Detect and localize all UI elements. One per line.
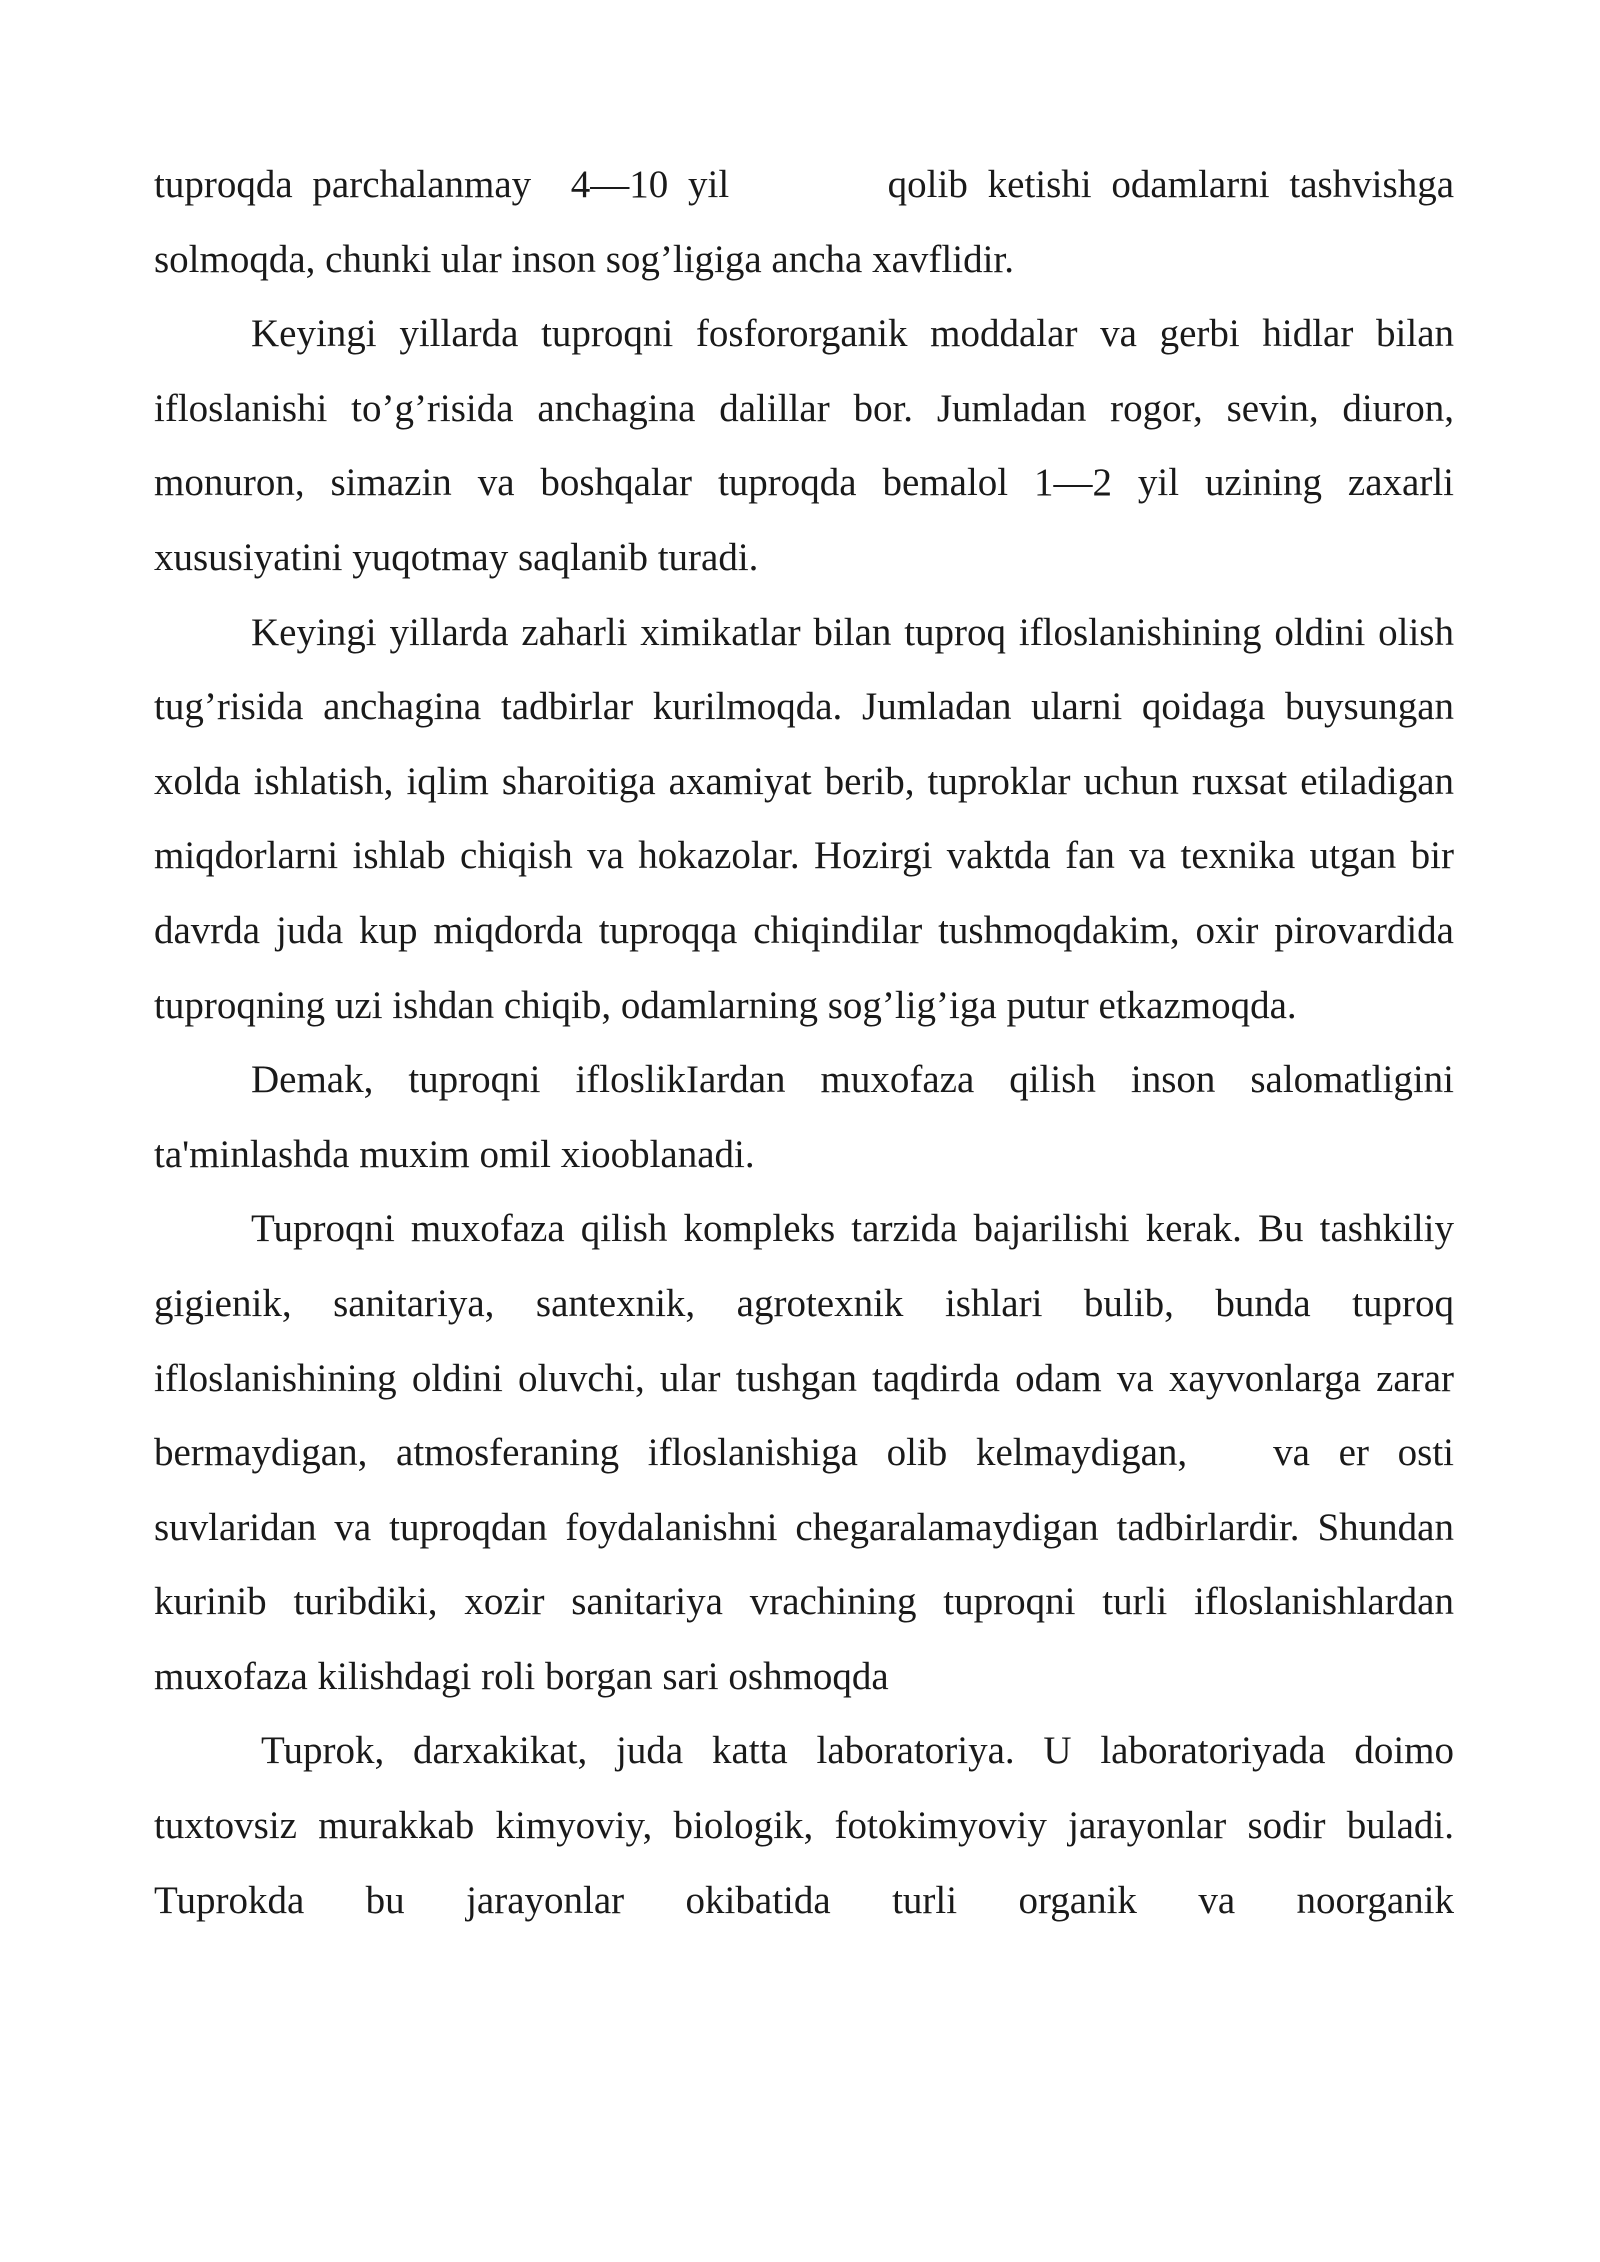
document-page [154,148,1464,1938]
paragraph-organophosphorus: Keyingi yillarda tuproqni fosfororganik moddalar va gerbi hidlar bilan ifloslanishi to’g’risida anchagina dalillar bor. Jumladan rogor, sevin, diuron, monuron, simazin va boshqalar tuproqda bemalol 1—2 yil uzining zaxarli xususiyatini yuqotmay saqlanib turadi. [154,312,1454,579]
paragraph-laboratory: Tuprok, darxakikat, juda katta laboratoriya. U laboratoriyada doimo tuxtovsiz murakkab kimyoviy, biologik, fotokimyoviy jarayonlar sodir buladi. Tuprokda bu jarayonlar okibatida turli organik va noorganik [154,1729,1454,1922]
paragraph-continuation: tuproqda parchalanmay 4—10 yil qolib ketishi odamlarni tashvishga solmoqda, chunki ular inson sog’ligiga ancha xavflidir. [154,163,1464,281]
paragraph-conclusion: Demak, tuproqni ifloslikIardan muxofaza qilish inson salomatligini ta'minlashda muxim omil xiooblanadi. [154,1058,1454,1176]
paragraph-prevention-measures: Keyingi yillarda zaharli ximikatlar bilan tuproq ifloslanishining oldini olish tug’risida anchagina tadbirlar kurilmoqda. Jumladan ularni qoidaga buysungan xolda ishlatish, iqlim sharoitiga axamiyat berib, tuproklar uchun ruxsat etiladigan miqdorlarni ishlab chiqish va hokazolar. Hozirgi vaktda fan va texnika utgan bir davrda juda kup miqdorda tuproqqa chiqindilar tushmoqdakim, oxir pirovardida tuproqning uzi ishdan chiqib, odamlarning sog’lig’iga putur etkazmoqda. [154,610,1454,1027]
paragraph-soil-protection: Tuproqni muxofaza qilish kompleks tarzida bajarilishi kerak. Bu tashkiliy gigienik, sanitariya, santexnik, agrotexnik ishlari bulib, bunda tuproq ifloslanishining oldini oluvchi, ular tushgan taqdirda odam va xayvonlarga zarar bermaydigan, atmosferaning ifloslanishiga olib kelmaydigan, va er osti suvlaridan va tuproqdan foydalanishni chegaralamaydigan tadbirlardir. Shundan kurinib turibdiki, xozir sanitariya vrachining tuproqni turli ifloslanishlardan muxofaza kilishdagi roli borgan sari oshmoqda [154,1207,1464,1698]
